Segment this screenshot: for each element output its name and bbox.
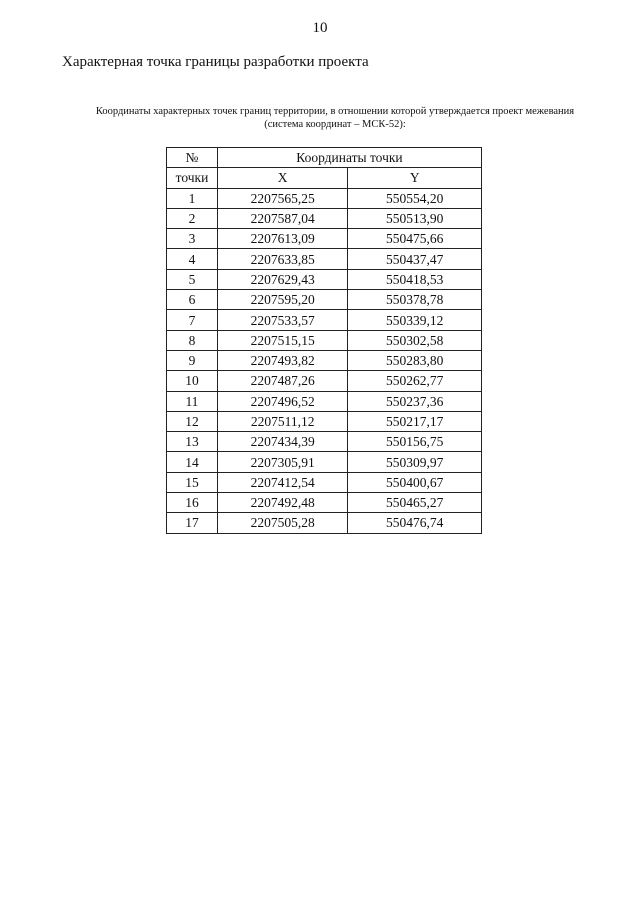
coord-x: 2207505,28	[217, 513, 348, 533]
point-number: 4	[167, 249, 218, 269]
table-row	[167, 432, 482, 452]
coord-y: 550302,58	[348, 330, 482, 350]
point-number: 12	[167, 411, 218, 431]
table-header-row-1	[167, 148, 482, 168]
point-number: 11	[167, 391, 218, 411]
page-heading: Характерная точка границы разработки проекта	[62, 54, 369, 70]
coord-x: 2207595,20	[217, 290, 348, 310]
coord-x: 2207515,15	[217, 330, 348, 350]
coord-x: 2207496,52	[217, 391, 348, 411]
table-row	[167, 513, 482, 533]
coord-y: 550283,80	[348, 350, 482, 370]
table-row	[167, 330, 482, 350]
point-number: 3	[167, 229, 218, 249]
table-header-row-2	[167, 168, 482, 188]
coord-x: 2207565,25	[217, 188, 348, 208]
caption-line-1: Координаты характерных точек границ территории, в отношении которой утверждается проект межевания	[95, 106, 575, 117]
header-y: Y	[348, 168, 482, 188]
point-number: 1	[167, 188, 218, 208]
coord-y: 550475,66	[348, 229, 482, 249]
header-x: X	[217, 168, 348, 188]
coord-y: 550339,12	[348, 310, 482, 330]
coord-x: 2207305,91	[217, 452, 348, 472]
coord-x: 2207492,48	[217, 493, 348, 513]
table-row	[167, 208, 482, 228]
point-number: 9	[167, 350, 218, 370]
table-row	[167, 411, 482, 431]
point-number: 2	[167, 208, 218, 228]
coord-y: 550554,20	[348, 188, 482, 208]
point-number: 7	[167, 310, 218, 330]
point-number: 5	[167, 269, 218, 289]
coord-y: 550465,27	[348, 493, 482, 513]
coord-x: 2207629,43	[217, 269, 348, 289]
point-number: 6	[167, 290, 218, 310]
header-number-symbol: №	[167, 148, 218, 168]
table-row	[167, 493, 482, 513]
page-number: 10	[312, 20, 328, 36]
coord-y: 550309,97	[348, 452, 482, 472]
table-row	[167, 391, 482, 411]
coord-y: 550378,78	[348, 290, 482, 310]
point-number: 8	[167, 330, 218, 350]
table-row	[167, 290, 482, 310]
table-row	[167, 269, 482, 289]
coord-x: 2207533,57	[217, 310, 348, 330]
coord-x: 2207511,12	[217, 411, 348, 431]
coord-x: 2207412,54	[217, 472, 348, 492]
point-number: 10	[167, 371, 218, 391]
coord-x: 2207613,09	[217, 229, 348, 249]
point-number: 14	[167, 452, 218, 472]
table-row	[167, 371, 482, 391]
coord-y: 550400,67	[348, 472, 482, 492]
point-number: 15	[167, 472, 218, 492]
point-number: 16	[167, 493, 218, 513]
coord-y: 550217,17	[348, 411, 482, 431]
coord-y: 550156,75	[348, 432, 482, 452]
table-row	[167, 188, 482, 208]
point-number: 13	[167, 432, 218, 452]
table-row	[167, 229, 482, 249]
caption-line-2: (система координат – МСК-52):	[264, 119, 406, 130]
header-point-label: точки	[167, 168, 218, 188]
coord-y: 550513,90	[348, 208, 482, 228]
coord-y: 550418,53	[348, 269, 482, 289]
coord-y: 550476,74	[348, 513, 482, 533]
coordinates-table	[166, 147, 482, 534]
table-caption	[40, 105, 630, 131]
coord-x: 2207487,26	[217, 371, 348, 391]
coord-y: 550237,36	[348, 391, 482, 411]
header-coordinates: Координаты точки	[217, 148, 481, 168]
coord-x: 2207587,04	[217, 208, 348, 228]
coord-x: 2207434,39	[217, 432, 348, 452]
coord-x: 2207493,82	[217, 350, 348, 370]
table-row	[167, 350, 482, 370]
table-row	[167, 249, 482, 269]
table-row	[167, 472, 482, 492]
coord-y: 550262,77	[348, 371, 482, 391]
coord-y: 550437,47	[348, 249, 482, 269]
point-number: 17	[167, 513, 218, 533]
table-row	[167, 452, 482, 472]
coord-x: 2207633,85	[217, 249, 348, 269]
table-row	[167, 310, 482, 330]
